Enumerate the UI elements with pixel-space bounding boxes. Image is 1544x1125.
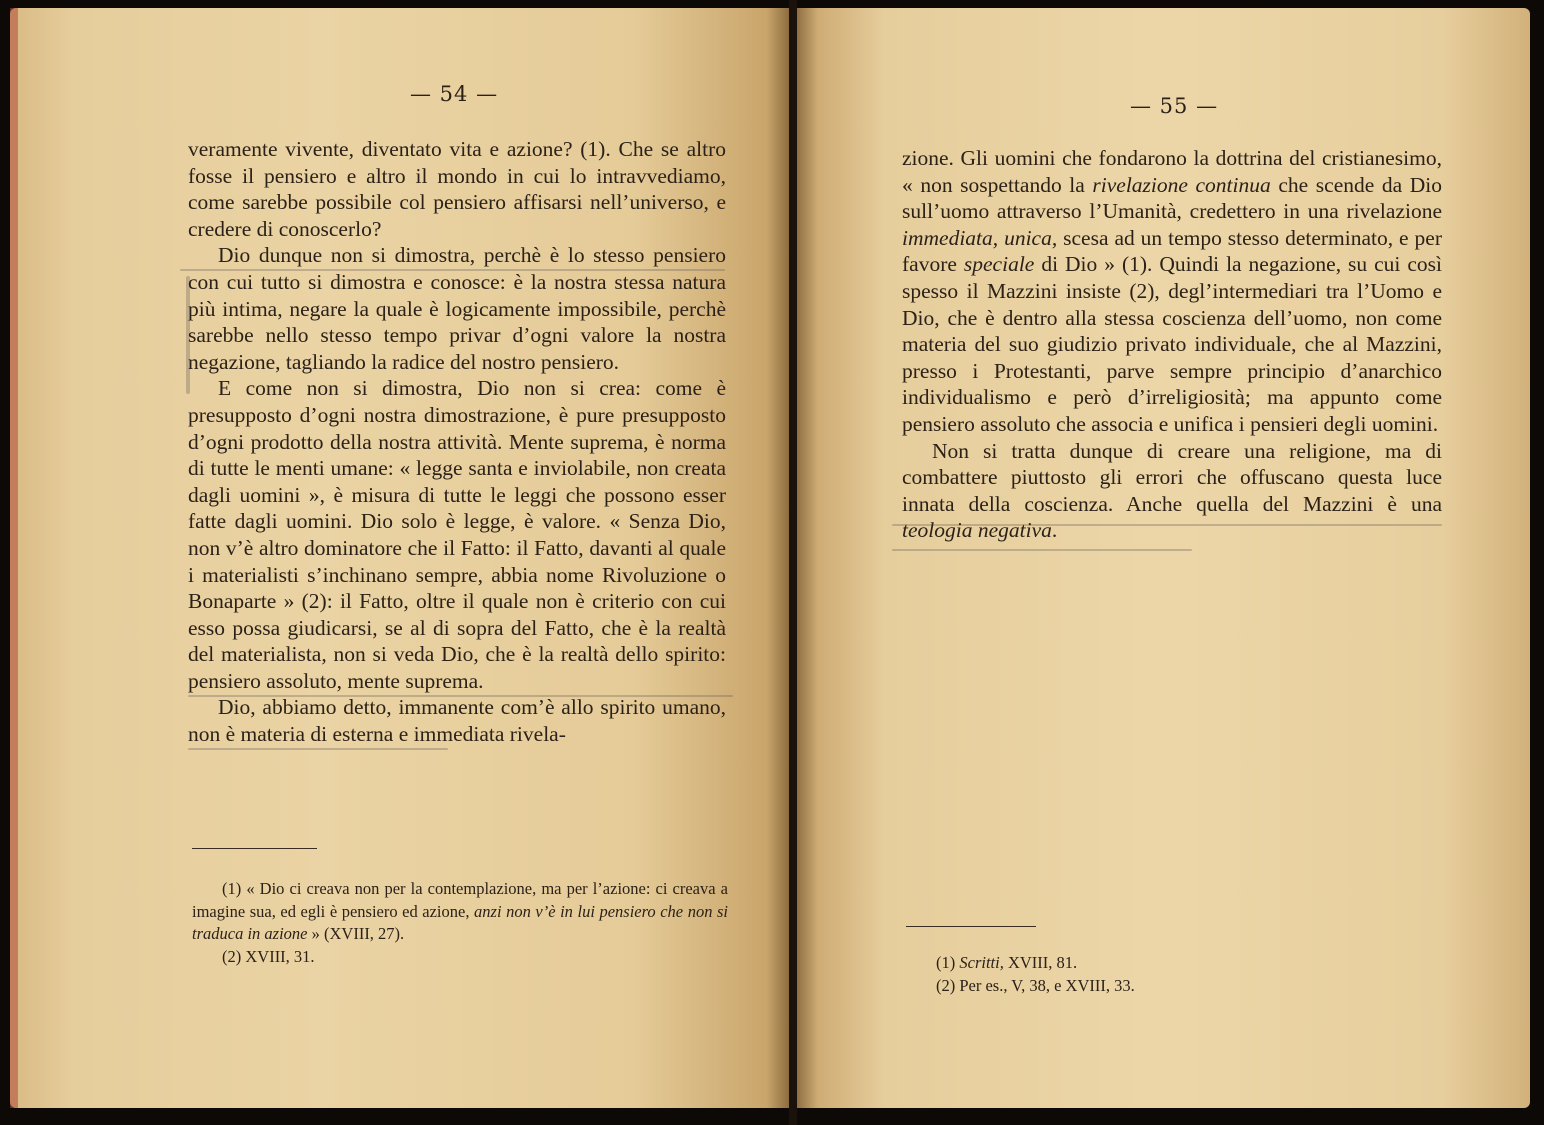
pencil-underline	[188, 748, 448, 750]
footnote-rule	[906, 926, 1036, 927]
footnote-rule	[192, 848, 317, 849]
footnote-text: (1) « Dio ci creava non per la contemplazione, ma per l’azione: ci creava a imagine sua, ed egli è pensiero ed azione,	[192, 879, 728, 921]
footnote-1	[192, 878, 728, 946]
pencil-underline	[892, 549, 1192, 551]
right-footnotes	[906, 952, 1446, 997]
paragraph: E come non si dimostra, Dio non si crea: come è presupposto d’ogni nostra dimostrazione, è pure presupposto d’ogni prodotto della nostra attività. Mente suprema, è norma di tutte le menti umane: « legge santa e inviolabile, non creata dagli uomini », è misura di tutte le leggi che possono esser fatte dagli uomini. Dio solo è legge, è valore. « Senza Dio, non v’è altro dominatore che il Fatto: il Fatto, davanti al quale i materialisti s’inchinano sempre, abbia nome Rivoluzione o Bonaparte » (2): il Fatto, oltre il quale non è criterio con cui esso possa giudicarsi, se al di sopra del Fatto, che è la realtà del materialista, non si veda Dio, che è la realtà dello spirito: pensiero assoluto, mente suprema.	[188, 376, 726, 693]
page-number: — 54 —	[410, 82, 499, 106]
footnote-italic: anzi non v’è in lui pensiero che non si traduca in azione	[192, 901, 729, 943]
left-footnotes	[192, 878, 728, 968]
italic-run: immediata, unica,	[902, 225, 1058, 250]
italic-run: speciale	[963, 252, 1035, 277]
right-page-body	[902, 145, 1442, 544]
text-run: .	[1051, 518, 1058, 543]
paragraph: Dio dunque non si dimostra, perchè è lo stesso pensiero con cui tutto si dimostra e conosce: è la nostra stessa natura più intima, negare la quale è logicamente impossibile, perchè sarebbe nello stesso tempo privar d’ogni valore la nostra negazione, tagliando la radice del nostro pensiero.	[188, 243, 726, 374]
paragraph	[902, 145, 1442, 438]
footnote-1	[906, 952, 1446, 975]
text-run: zione. Gli uomini che fondarono la dottrina del cristianesimo, « non sospettando la	[902, 146, 1442, 197]
footnote-text: » (XVIII, 27).	[307, 924, 405, 943]
left-page	[10, 8, 790, 1108]
paragraph: Dio, abbiamo detto, immanente com’è allo spirito umano, non è materia di esterna e immediata rivela-	[188, 695, 726, 747]
paragraph: veramente vivente, diventato vita e azione? (1). Che se altro fosse il pensiero e altro il mondo in cui lo intravvediamo, come sarebbe possibile col pensiero affisarsi nell’universo, e credere di conoscerlo?	[188, 137, 726, 241]
left-page-body	[188, 136, 726, 748]
text-run: che scende da Dio sull’uomo attraverso l’Umanità, credettero in una rivelazione	[902, 172, 1442, 224]
footnote-2: (2) XVIII, 31.	[222, 946, 315, 966]
paragraph	[902, 438, 1442, 544]
page-edge	[10, 8, 18, 1108]
text-run: scesa ad un tempo stesso determinato, e per favore	[902, 225, 1442, 277]
text-run: di Dio » (1). Quindi la negazione, su cui così spesso il Mazzini insiste (2), degl’intermediari tra l’Uomo e Dio, che è dentro alla stessa coscienza dell’uomo, non come materia del suo giudizio privato individuale, che al Mazzini, presso i Protestanti, parve sempre principio d’anarchico individualismo e però d’irreligiosità; ma appunto come pensiero assoluto che associa e unifica i pensieri degli uomini.	[902, 252, 1443, 436]
italic-run: rivelazione continua	[1092, 172, 1271, 197]
footnote-2: (2) Per es., V, 38, e XVIII, 33.	[936, 975, 1135, 995]
footnote-text: XVIII, 81.	[1003, 953, 1078, 972]
italic-run: teologia negativa	[902, 518, 1052, 543]
footnote-text: (1)	[936, 953, 960, 972]
text-run: Non si tratta dunque di creare una religione, ma di combattere piuttosto gli errori che offuscano questa luce innata della coscienza. Anche quella del Mazzini è una	[902, 438, 1442, 516]
footnote-italic: Scritti,	[959, 953, 1004, 972]
page-number: — 55 —	[1130, 94, 1219, 118]
book-gutter	[789, 0, 797, 1125]
right-page	[796, 8, 1530, 1108]
